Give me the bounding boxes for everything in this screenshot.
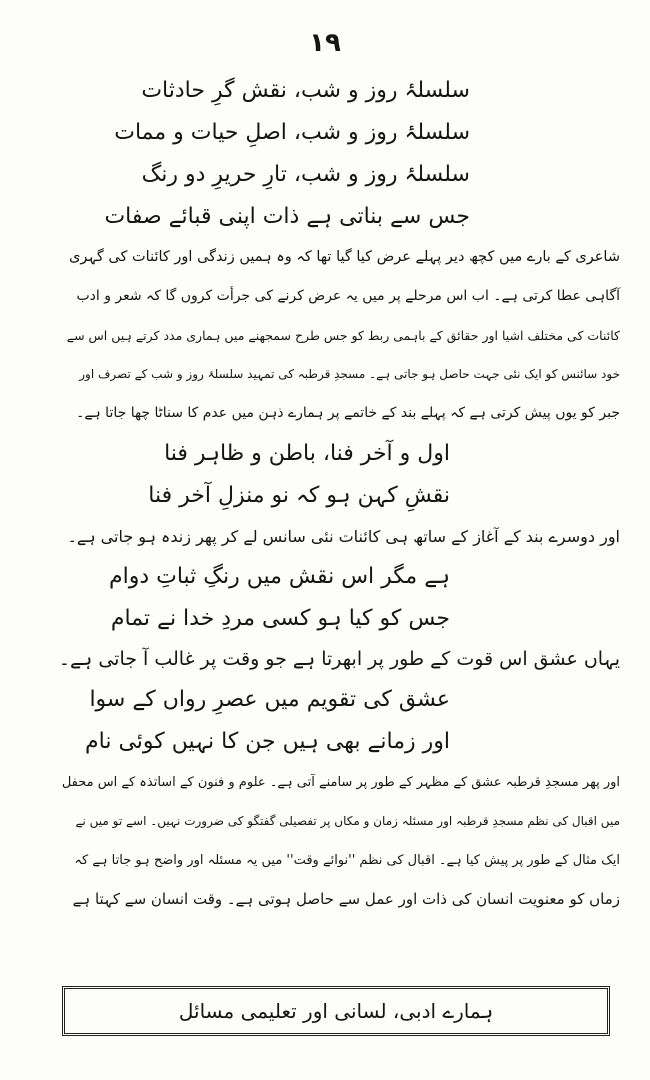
paragraph-line: زماں کو معنویت انسان کی ذات اور عمل سے حاصل ہوتی ہے۔ وقت انسان سے کہتا ہے [72,890,620,908]
verse-block-2 [60,433,620,517]
verse-line: عشق کی تقویم میں عصرِ رواں کے سوا [89,687,450,712]
paragraph-3 [60,640,620,679]
paragraph-4 [60,763,620,919]
verse-block-4 [60,679,620,763]
verse-line: جس سے بناتی ہے ذات اپنی قبائے صفات [104,204,470,229]
verse-line: ہے مگر اس نقش میں رنگِ ثباتِ دوام [108,564,450,589]
verse-line: اول و آخر فنا، باطن و ظاہر فنا [164,441,450,466]
paragraph-1 [60,238,620,433]
running-footer [62,986,610,1036]
paragraph-line: خود سائنس کو ایک نئی جہت حاصل ہو جاتی ہے۔ مسجدِ قرطبہ کی تمہید سلسلۂ روز و شب کے تصرف اور [79,367,620,381]
footer-title: ہمارے ادبی، لسانی اور تعلیمی مسائل [178,999,494,1023]
paragraph-line: یہاں عشق اس قوت کے طور پر ابھرتا ہے جو وقت پر غالب آ جاتی ہے۔ [58,648,620,670]
page-content [60,70,620,919]
paragraph-line: آگاہی عطا کرتی ہے۔ اب اس مرحلے پر میں یہ عرض کرنے کی جرأت کروں گا کہ شعر و ادب [76,288,620,304]
paragraph-line: اور پھر مسجدِ قرطبہ عشق کے مظہر کے طور پر سامنے آتی ہے۔ علوم و فنون کے اساتذہ کے اس محفل [61,775,620,790]
paragraph-line: شاعری کے بارے میں کچھ دیر پہلے عرض کیا گیا تھا کہ وہ ہمیں زندگی اور کائنات کی گہری [69,249,620,265]
verse-line: سلسلۂ روز و شب، تارِ حریرِ دو رنگ [141,162,470,187]
verse-block-1 [60,70,620,238]
verse-line: نقشِ کہن ہو کہ نو منزلِ آخر فنا [148,483,450,508]
paragraph-line: کائنات کی مختلف اشیا اور حقائق کے باہمی ربط کو جس طرح سمجھنے میں ہماری مدد کرتے ہیں اس سے [66,328,620,343]
verse-line: سلسلۂ روز و شب، اصلِ حیات و ممات [114,120,470,145]
verse-line: اور زمانے بھی ہیں جن کا نہیں کوئی نام [85,729,450,754]
paragraph-line: ایک مثال کے طور پر پیش کیا ہے۔ اقبال کی نظم ''نوائے وقت'' میں یہ مسئلہ اور واضح ہو جاتا ہے کہ [74,853,620,868]
verse-line: سلسلۂ روز و شب، نقش گرِ حادثات [141,78,470,103]
paragraph-line: جبر کو یوں پیش کرتی ہے کہ پہلے بند کے خاتمے پر ہمارے ذہن میں عدم کا سناٹا چھا جاتا ہے۔ [76,405,620,421]
page-number: ۱۹ [309,28,341,58]
verse-block-3 [60,556,620,640]
verse-line: جس کو کیا ہو کسی مردِ خدا نے تمام [110,606,450,631]
paragraph-2 [60,517,620,556]
paragraph-line: میں اقبال کی نظم مسجدِ قرطبہ اور مسئلہ زمان و مکاں پر تفصیلی گفتگو کی ضرورت نہیں۔ اسے تو میں نے [75,814,620,828]
paragraph-line: اور دوسرے بند کے آغاز کے ساتھ ہی کائنات نئی سانس لے کر پھر زندہ ہو جاتی ہے۔ [67,527,620,546]
